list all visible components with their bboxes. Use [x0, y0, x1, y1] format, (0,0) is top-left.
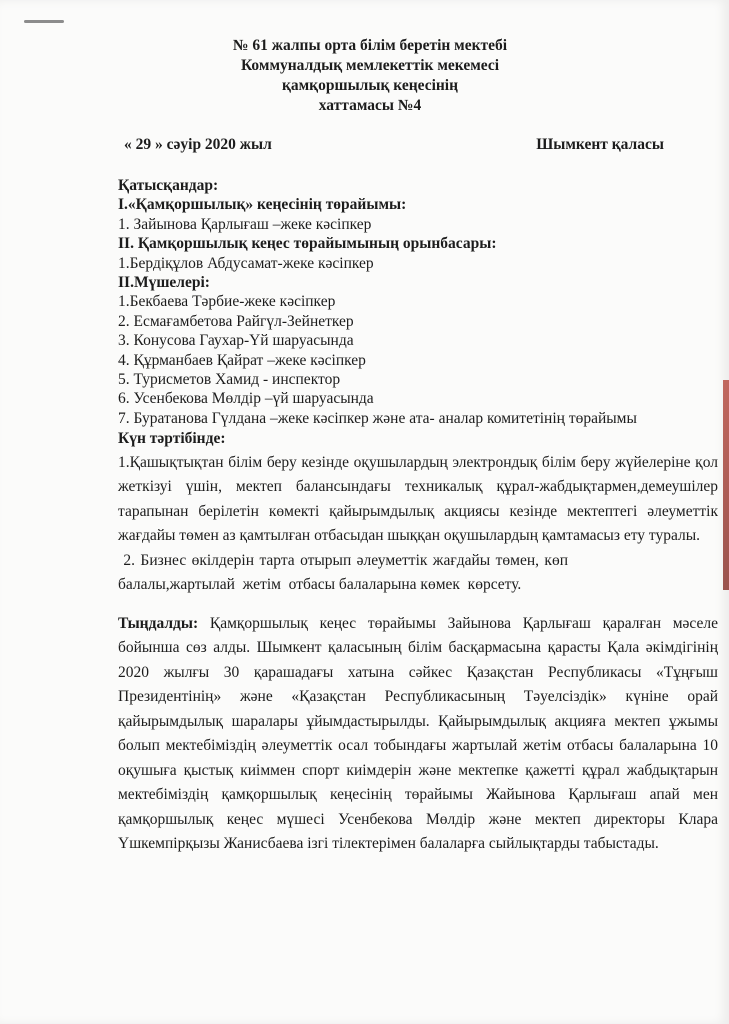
member-item: 7. Буратанова Гүлдана –жеке кәсіпкер және ата- аналар комитетінің төрайымы [118, 409, 637, 427]
member-item: 5. Турисметов Хамид - инспектор [118, 371, 341, 389]
agenda-item-2: 2. Бизнес өкілдерін тарта отырып әлеуметтік жағдайы төмен, көп балалы,жартылай жетім отбасы балаларына көмек көрсету. [118, 551, 572, 594]
member-item: 2. Есмағамбетова Райгүл-Зейнеткер [118, 312, 354, 330]
header-line-2: Коммуналдық мемлекеттік мекемесі [240, 57, 500, 74]
heard-paragraph [118, 612, 718, 857]
chair-heading: I.«Қамқоршылық» кеңесінің төрайымы: [118, 196, 407, 214]
deputy-heading: II. Қамқоршылық кеңес төрайымының орынбасары: [118, 235, 497, 253]
header-line-3: қамқоршылық кеңесінің [281, 77, 459, 94]
document-date: « 29 » сәуір 2020 жыл [124, 136, 272, 153]
member-item: 3. Конусова Гаухар-Үй шаруасында [118, 332, 354, 350]
chair-entry: 1. Зайынова Қарлығаш –жеке кәсіпкер [118, 215, 372, 233]
document-header [150, 36, 590, 116]
members-heading: II.Мүшелері: [118, 274, 210, 292]
page-edge-shadow [723, 380, 729, 590]
scan-mark [24, 20, 64, 23]
header-line-1: № 61 жалпы орта білім беретін мектебі [232, 37, 508, 54]
heard-label: Тыңдалды: [118, 614, 199, 632]
deputy-entry: 1.Бердіқұлов Абдусамат-жеке кәсіпкер [118, 254, 374, 272]
agenda-item-1: 1.Қашықтықтан білім беру кезінде оқушылардың электрондық білім беру жүйелеріне қол жеткізуі үшін, мектеп балансындағы техникалық құрал-жабдықтармен,демеушілер тарапынан берілетін көмекті қайырымдылық акциясы кезінде мектептегі әлеуметтік жағдайы төмен аз қамтылған отбасыдан шыққан оқушылардың қамтамасыз ету туралы. [118, 453, 718, 545]
agenda-heading: Күн тәртібінде: [118, 430, 226, 448]
heard-text: Қамқоршылық кеңес төрайымы Зайынова Қарлығаш қаралған мәселе бойынша сөз алды. Шымкент қаласының білім басқармасына қарасты Қала әкімдігінің 2020 жылғы 30 қарашадағы хатына сәйкес Қазақстан Республикасы «Тұңғыш Президентінің» және «Қазақстан Республикасының Тәуелсіздік» күніне орай қайырымдылық шаралары ұйымдастырылды. Қайырымдылық акцияға мектеп ұжымы болып мектебіміздің әлеуметтік осал тобындағы жартылай жетім отбасы балаларына 10 оқушыға қыстық киіммен спорт киімдерін және мектепке қажетті құрал жабдықтарын мектебіміздің қамқоршылық кеңесінің төрайымы Жайынова Қарлығаш апай мен қамқоршылық кеңес мүшесі Усенбекова Мөлдір және мектеп директоры Клара Үшкемпірқызы Жанисбаева ізгі тілектерімен балаларға сыйлықтарды табыстады. [118, 614, 718, 853]
member-item: 1.Бекбаева Тәрбие-жеке кәсіпкер [118, 293, 336, 311]
participants-heading: Қатысқандар: [118, 177, 219, 194]
document-body [118, 176, 718, 857]
header-line-4: хаттамасы №4 [318, 97, 422, 114]
member-item: 4. Құрманбаев Қайрат –жеке кәсіпкер [118, 351, 366, 369]
document-city: Шымкент қаласы [536, 136, 664, 153]
member-item: 6. Усенбекова Мөлдір –үй шаруасында [118, 390, 374, 408]
date-line [124, 136, 664, 154]
